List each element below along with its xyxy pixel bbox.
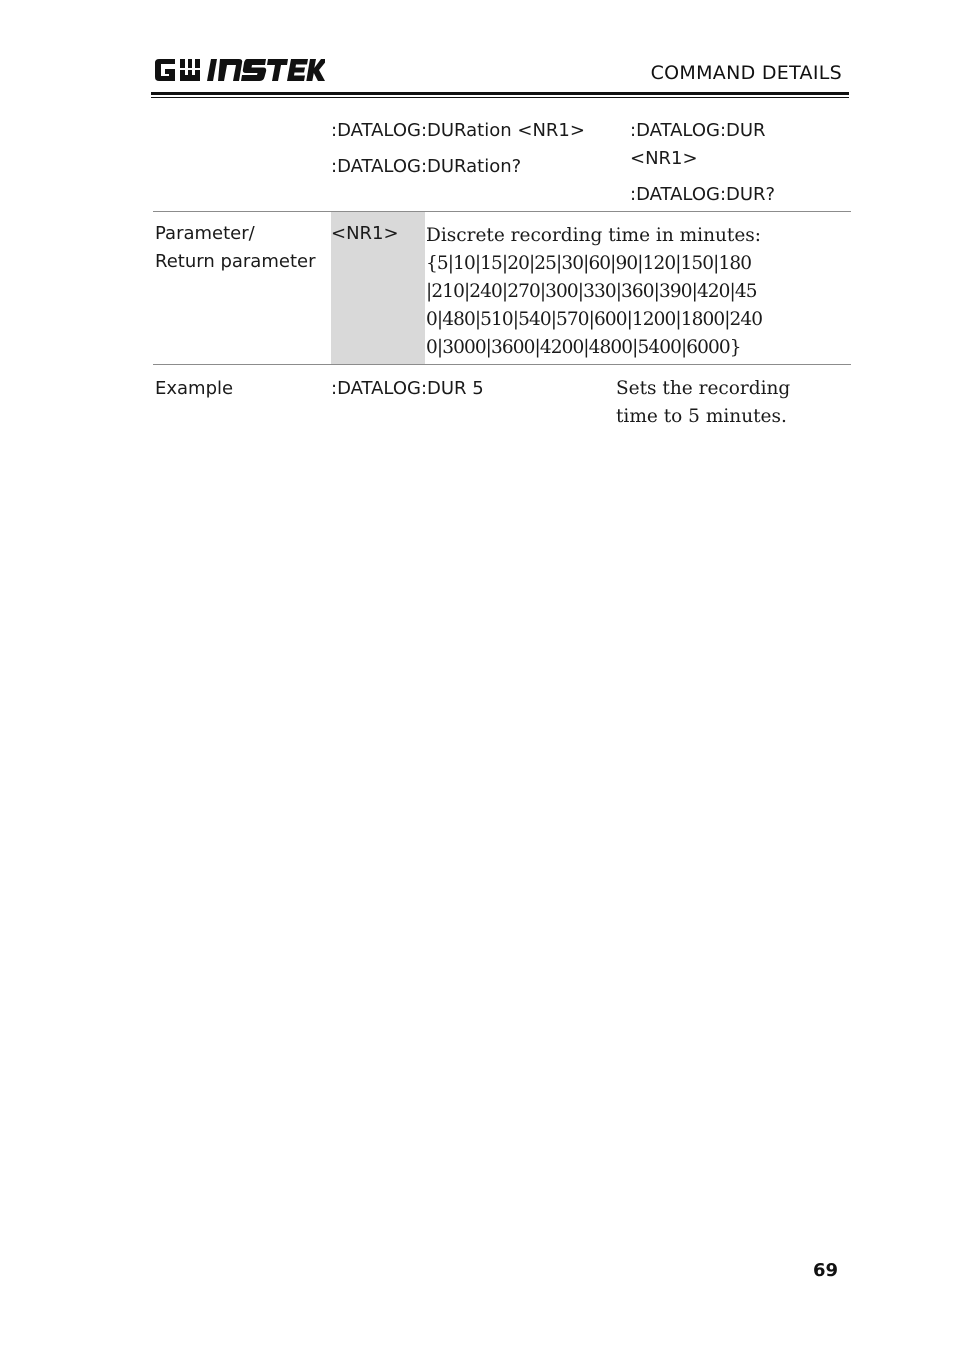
page-number: 69 xyxy=(813,1260,839,1281)
section-title: COMMAND DETAILS xyxy=(650,62,842,84)
parameter-value-list: {5|10|15|20|25|30|60|90|120|150|180 xyxy=(426,253,752,274)
syntax-long-query: :DATALOG:DURation? xyxy=(331,156,522,177)
example-description: Sets the recording xyxy=(616,378,791,399)
parameter-value-list: 0|3000|3600|4200|4800|5400|6000} xyxy=(426,337,741,358)
syntax-short-query: :DATALOG:DUR? xyxy=(630,184,776,205)
syntax-short-set-arg: <NR1> xyxy=(630,148,698,169)
table-divider xyxy=(153,364,851,365)
parameter-label: Parameter/ xyxy=(155,223,255,244)
example-description: time to 5 minutes. xyxy=(616,406,787,427)
header-rule-thin xyxy=(151,97,849,98)
syntax-long-set: :DATALOG:DURation <NR1> xyxy=(331,120,585,141)
example-command: :DATALOG:DUR 5 xyxy=(331,378,484,399)
table-divider xyxy=(153,211,851,212)
return-parameter-label: Return parameter xyxy=(155,251,316,272)
parameter-type: <NR1> xyxy=(331,223,399,244)
parameter-value-list: |210|240|270|300|330|360|390|420|45 xyxy=(426,281,757,302)
header-rule xyxy=(151,92,849,95)
parameter-value-list: 0|480|510|540|570|600|1200|1800|240 xyxy=(426,309,763,330)
example-label: Example xyxy=(155,378,234,399)
gw-instek-logo xyxy=(153,55,325,85)
parameter-description: Discrete recording time in minutes: xyxy=(426,225,762,246)
syntax-short-set: :DATALOG:DUR xyxy=(630,120,766,141)
